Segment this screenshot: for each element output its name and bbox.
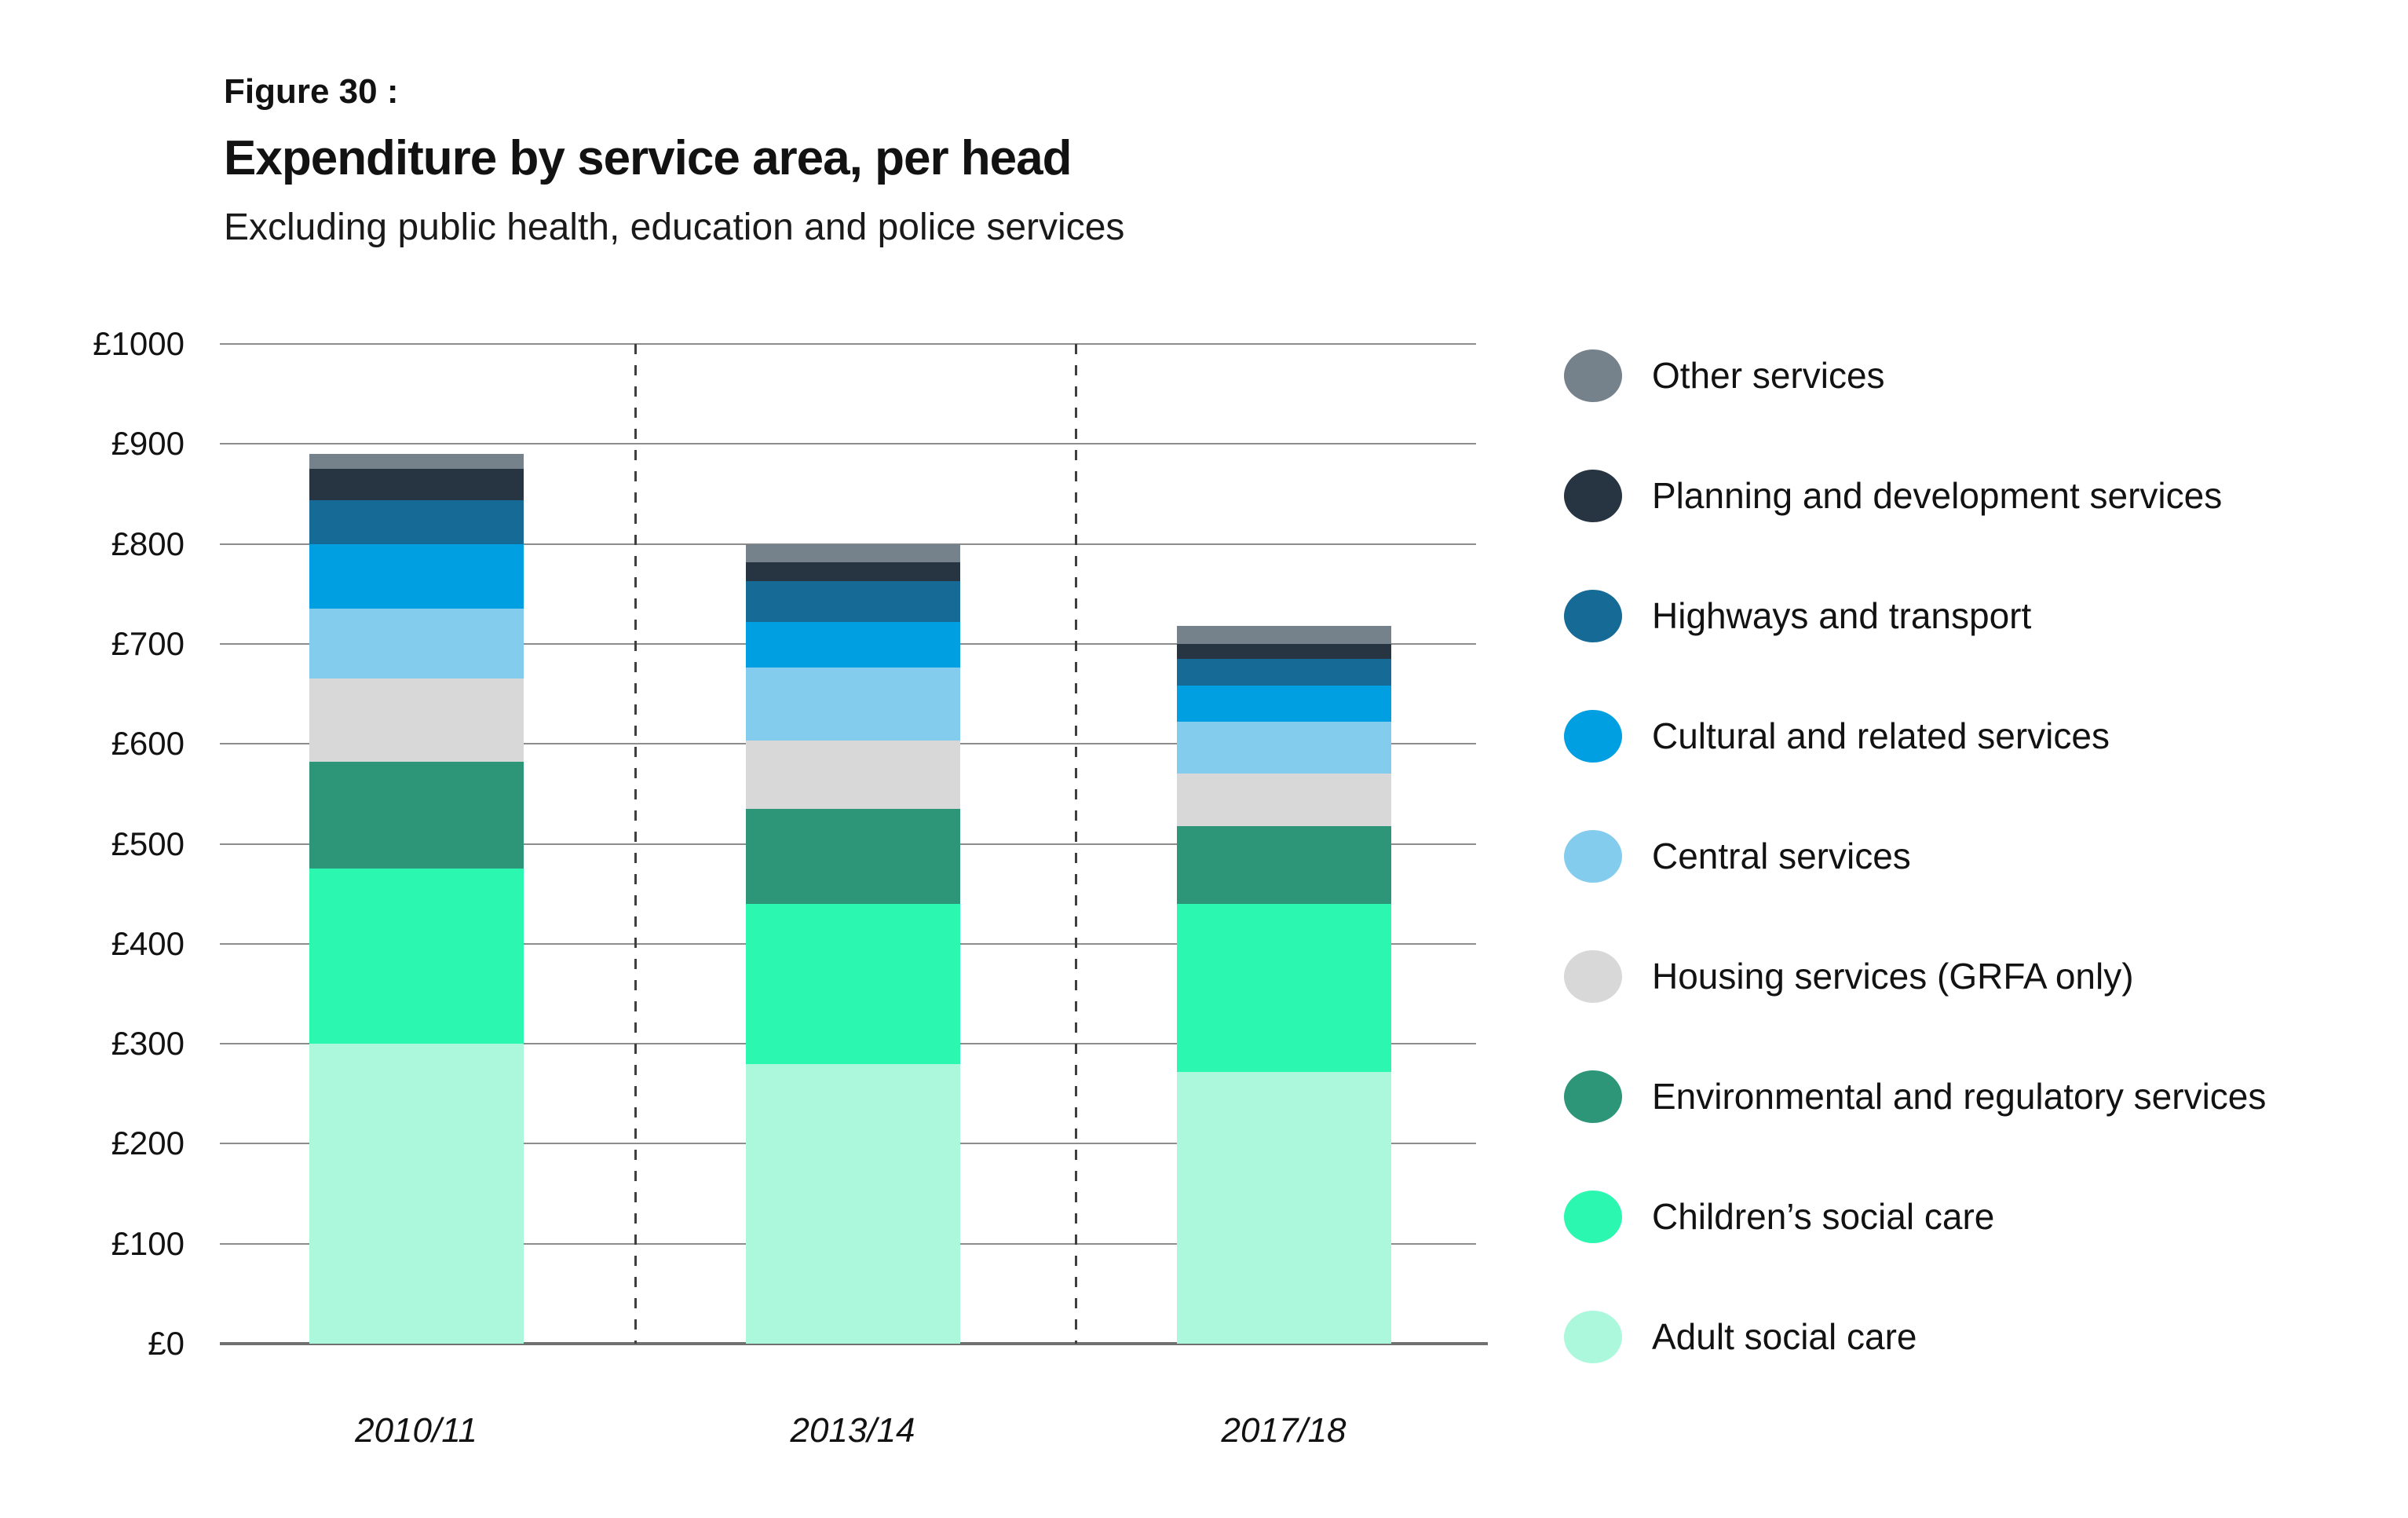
bar-segment-2013-14-children-s-social-care	[746, 904, 960, 1064]
y-axis-tick-label-500: £500	[111, 825, 185, 862]
bar-segment-2013-14-other-services	[746, 544, 960, 562]
legend-label-adult-social-care: Adult social care	[1652, 1316, 1917, 1357]
bar-segment-2013-14-adult-social-care	[746, 1064, 960, 1344]
bar-segment-2017-18-central-services	[1177, 722, 1391, 774]
x-axis-tick-label-2017-18: 2017/18	[1221, 1411, 1347, 1450]
category-separator-1	[634, 344, 637, 1344]
y-axis-tick-label-0: £0	[148, 1325, 185, 1362]
legend-label-housing-services-grfa-only-: Housing services (GRFA only)	[1652, 956, 2134, 997]
bar-segment-2013-14-cultural-and-related-services	[746, 622, 960, 668]
bar-segment-2017-18-other-services	[1177, 626, 1391, 644]
y-axis-tick-label-200: £200	[111, 1125, 185, 1162]
legend-swatch-central-services	[1564, 830, 1622, 883]
bar-segment-2017-18-highways-and-transport	[1177, 659, 1391, 686]
y-axis-tick-label-600: £600	[111, 725, 185, 763]
y-axis-tick-label-300: £300	[111, 1025, 185, 1063]
legend-swatch-highways-and-transport	[1564, 590, 1622, 642]
bar-segment-2010-11-other-services	[309, 454, 524, 469]
bar-segment-2017-18-environmental-and-regulatory-services	[1177, 826, 1391, 904]
bar-segment-2010-11-cultural-and-related-services	[309, 544, 524, 609]
bar-segment-2010-11-children-s-social-care	[309, 869, 524, 1044]
bar-segment-2010-11-central-services	[309, 609, 524, 679]
bar-segment-2013-14-environmental-and-regulatory-services	[746, 809, 960, 904]
legend-swatch-children-s-social-care	[1564, 1191, 1622, 1243]
bar-segment-2010-11-adult-social-care	[309, 1044, 524, 1344]
bar-segment-2013-14-housing-services-grfa-only-	[746, 741, 960, 809]
bar-segment-2017-18-housing-services-grfa-only-	[1177, 774, 1391, 825]
gridline-1000	[220, 343, 1476, 345]
bar-segment-2017-18-children-s-social-care	[1177, 904, 1391, 1072]
y-axis-tick-label-800: £800	[111, 525, 185, 562]
legend-swatch-other-services	[1564, 349, 1622, 402]
legend-label-other-services: Other services	[1652, 355, 1885, 396]
chart-subtitle: Excluding public health, education and police services	[224, 207, 1125, 248]
bar-segment-2010-11-highways-and-transport	[309, 500, 524, 544]
bar-segment-2010-11-planning-and-development-services	[309, 469, 524, 499]
legend-swatch-planning-and-development-services	[1564, 470, 1622, 522]
legend-label-environmental-and-regulatory-services: Environmental and regulatory services	[1652, 1076, 2267, 1117]
bar-segment-2013-14-highways-and-transport	[746, 581, 960, 622]
legend-label-children-s-social-care: Children’s social care	[1652, 1196, 1995, 1237]
y-axis-tick-label-900: £900	[111, 425, 185, 463]
bar-segment-2010-11-housing-services-grfa-only-	[309, 679, 524, 762]
legend-label-cultural-and-related-services: Cultural and related services	[1652, 715, 2110, 756]
category-separator-2	[1075, 344, 1077, 1344]
legend-label-highways-and-transport: Highways and transport	[1652, 595, 2032, 636]
figure-label: Figure 30 :	[224, 72, 399, 111]
bar-segment-2017-18-cultural-and-related-services	[1177, 686, 1391, 722]
legend-swatch-housing-services-grfa-only-	[1564, 950, 1622, 1003]
chart-title: Expenditure by service area, per head	[224, 131, 1072, 185]
y-axis-tick-label-700: £700	[111, 624, 185, 662]
bar-segment-2017-18-adult-social-care	[1177, 1072, 1391, 1344]
y-axis-tick-label-400: £400	[111, 924, 185, 962]
legend-swatch-environmental-and-regulatory-services	[1564, 1070, 1622, 1123]
bar-segment-2013-14-central-services	[746, 668, 960, 741]
y-axis-tick-label-1000: £1000	[93, 325, 185, 362]
bar-segment-2013-14-planning-and-development-services	[746, 562, 960, 581]
legend-label-planning-and-development-services: Planning and development services	[1652, 475, 2223, 516]
legend-swatch-adult-social-care	[1564, 1311, 1622, 1363]
x-axis-tick-label-2010-11: 2010/11	[355, 1411, 477, 1450]
bar-segment-2017-18-planning-and-development-services	[1177, 644, 1391, 659]
legend-swatch-cultural-and-related-services	[1564, 710, 1622, 763]
y-axis-tick-label-100: £100	[111, 1224, 185, 1262]
x-axis-tick-label-2013-14: 2013/14	[790, 1411, 915, 1450]
bar-segment-2010-11-environmental-and-regulatory-services	[309, 762, 524, 869]
legend-label-central-services: Central services	[1652, 836, 1911, 876]
gridline-900	[220, 443, 1476, 444]
